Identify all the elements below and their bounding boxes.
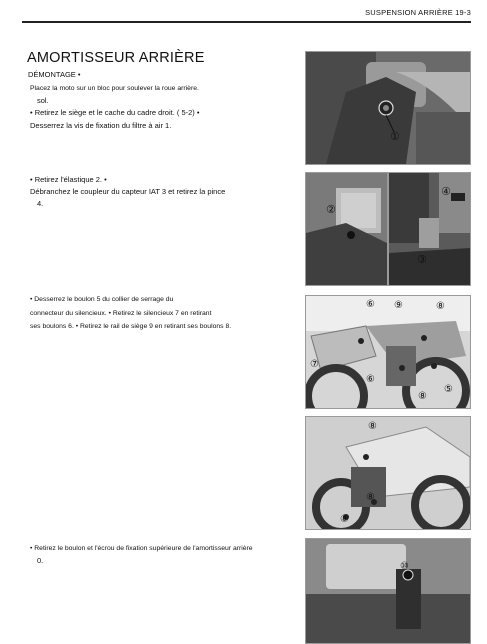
callout-2: ② xyxy=(326,203,336,216)
callout-7: ⑦ xyxy=(310,359,319,370)
callout-6a: ⑥ xyxy=(366,299,375,310)
step3-line1: • Desserrez le boulon 5 du collier de serrage du xyxy=(30,296,174,303)
callout-8d: ⑧ xyxy=(366,492,375,503)
step2-line2: Débranchez le coupleur du capteur IAT 3 et retirez la pince xyxy=(30,187,226,196)
callout-4: ④ xyxy=(441,185,451,198)
step2-photo-right xyxy=(388,172,471,286)
callout-8e: ⑧ xyxy=(340,514,349,525)
callout-9: ⑨ xyxy=(394,300,403,311)
section-subtitle: DÉMONTAGE • xyxy=(28,70,81,79)
header-rule xyxy=(22,21,471,23)
callout-3: ③ xyxy=(417,253,427,266)
callout-1: ① xyxy=(390,130,400,143)
step1-line3: • Retirez le siège et le cache du cadre droit. ( 5-2) • xyxy=(30,108,200,117)
callout-5: ⑤ xyxy=(444,384,453,395)
callout-8b: ⑧ xyxy=(418,391,427,402)
step2-photo-left xyxy=(305,172,388,286)
step2-line3: 4. xyxy=(37,199,44,208)
step3-line3: ses boulons 6. • Retirez le rail de siège 9 en retirant ses boulons 8. xyxy=(30,323,232,330)
step1-line2: sol. xyxy=(37,96,49,105)
step3-photo xyxy=(305,295,471,409)
step3-line2: connecteur du silencieux. • Retirez le silencieux 7 en retirant xyxy=(30,310,212,317)
section-title: AMORTISSEUR ARRIÈRE xyxy=(27,50,205,66)
callout-10: ⑩ xyxy=(400,561,409,572)
callout-6b: ⑥ xyxy=(366,374,375,385)
callout-8c: ⑧ xyxy=(368,421,377,432)
step1-photo xyxy=(305,51,471,165)
step2-line1: • Retirez l'élastique 2. • xyxy=(30,175,107,184)
step4-photo xyxy=(305,416,471,530)
step1-line1: Placez la moto sur un bloc pour soulever la roue arrière. xyxy=(30,85,199,92)
step5-photo xyxy=(305,538,471,644)
step5-line2: 0. xyxy=(37,556,44,565)
page-header: SUSPENSION ARRIÈRE 19-3 xyxy=(365,8,471,17)
step1-line4: Desserrez la vis de fixation du filtre à air 1. xyxy=(30,121,172,130)
callout-8a: ⑧ xyxy=(436,301,445,312)
step5-line1: • Retirez le boulon et l'écrou de fixation supérieure de l'amortisseur arrière xyxy=(30,545,253,552)
